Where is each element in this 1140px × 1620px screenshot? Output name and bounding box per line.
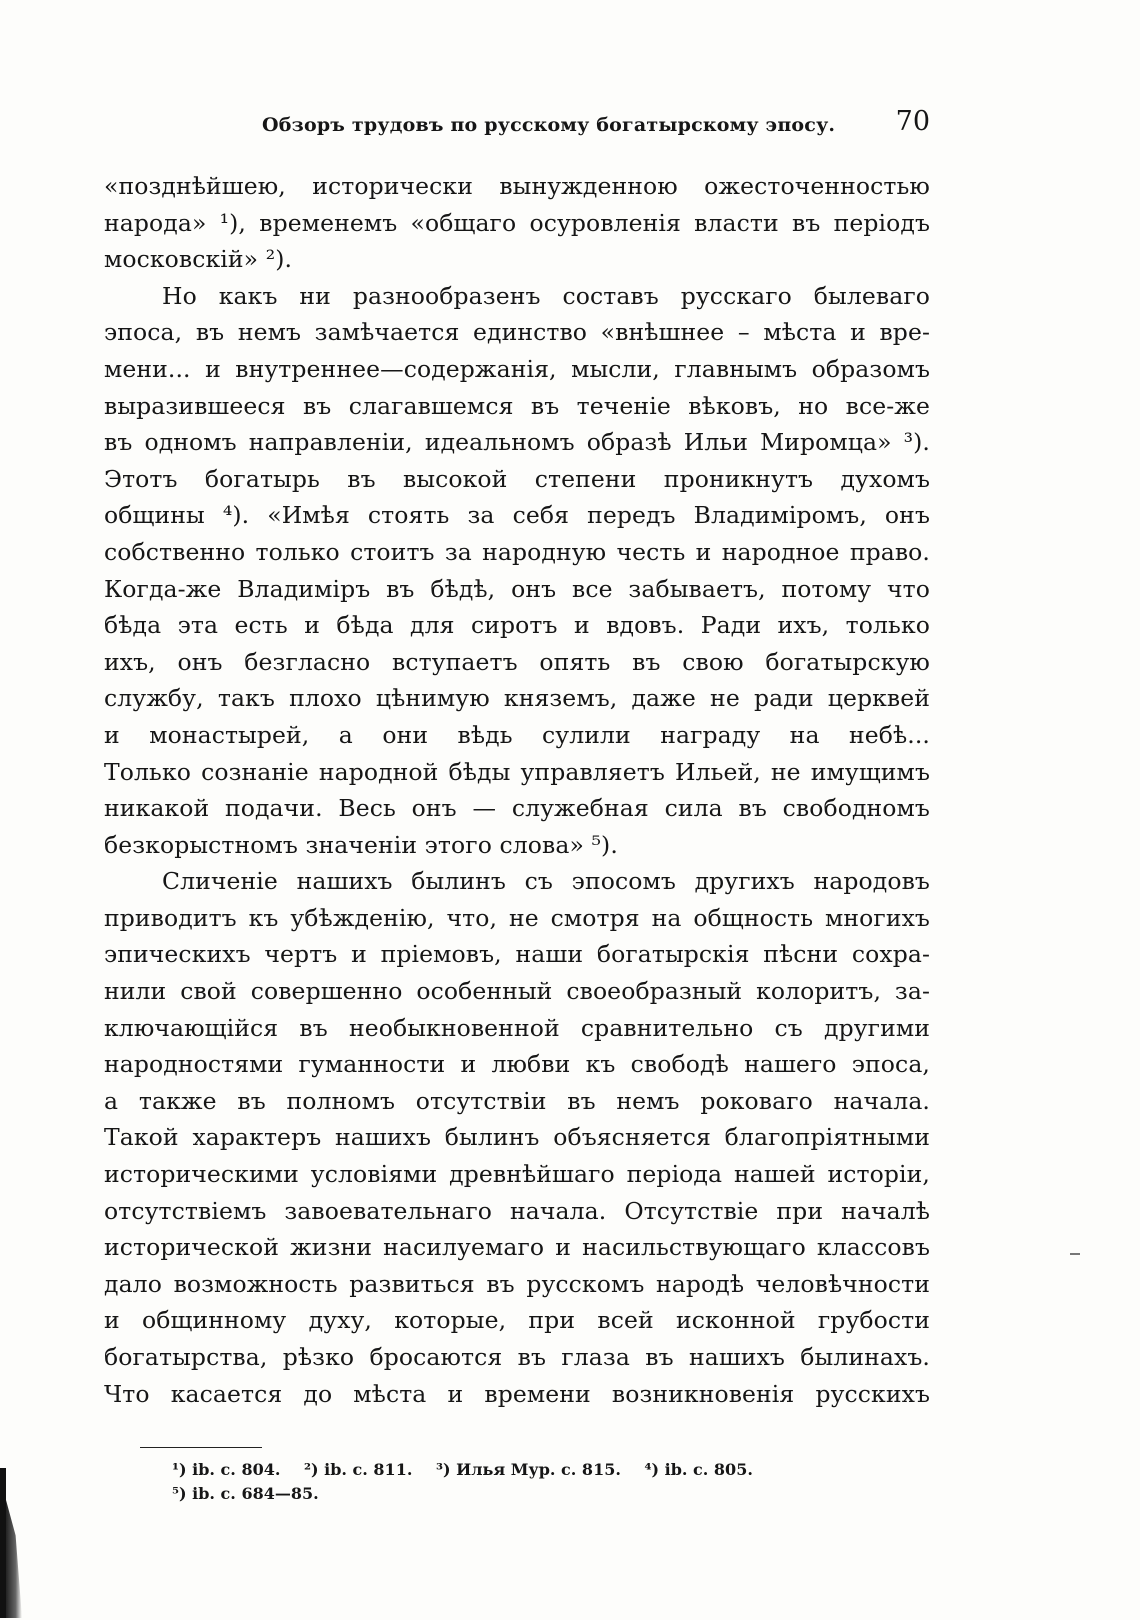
scan-edge-shadow	[6, 1500, 22, 1618]
footnote-3: ³) Илья Мур. с. 815.	[435, 1460, 621, 1479]
text-line: собственно только стоитъ за народную честь и народное право.	[104, 537, 930, 566]
text-line: безкорыстномъ значеніи этого слова» ⁵).	[104, 830, 618, 859]
running-title: Обзоръ трудовъ по русскому богатырскому эпосу.	[262, 114, 836, 136]
footnote-4: ⁴) ib. c. 805.	[644, 1460, 753, 1479]
text-line: богатырства, рѣзко бросаются въ глаза въ нашихъ былинахъ.	[104, 1343, 930, 1371]
text-line: приводитъ къ убѣжденію, что, не смотря на общность многихъ	[104, 903, 930, 932]
text-line: московскій» ²).	[104, 245, 293, 274]
text-line: народа» ¹), временемъ «общаго осуровленія власти въ періодъ	[104, 208, 930, 237]
text-line: историческими условіями древнѣйшаго періода нашей исторіи,	[104, 1160, 930, 1189]
text-line: Такой характеръ нашихъ былинъ объясняется благопріятными	[104, 1123, 930, 1152]
footnote-5: ⁵) ib. c. 684—85.	[172, 1484, 319, 1503]
text-line: ихъ, онъ безгласно вступаетъ опять въ свою богатырскую	[104, 647, 930, 676]
footnote-line	[172, 1482, 872, 1506]
text-line: Только сознаніе народной бѣды управляетъ Ильей, не имущимъ	[104, 757, 930, 786]
text-line: Сличеніе нашихъ былинъ съ эпосомъ другихъ народовъ	[162, 867, 930, 896]
footnote-rule	[140, 1447, 262, 1448]
page-header	[262, 106, 930, 146]
text-line: «позднѣйшею, исторически вынужденною ожесточенностью	[104, 172, 930, 200]
text-line: народностями гуманности и любви къ свободѣ нашего эпоса,	[104, 1050, 930, 1079]
footnote-2: ²) ib. c. 811.	[303, 1460, 413, 1479]
text-line: и общинному духу, которые, при всей исконной грубости	[104, 1306, 930, 1335]
text-line: а также въ полномъ отсутствіи въ немъ роковаго начала.	[104, 1086, 930, 1115]
text-line: исторической жизни насилуемаго и насильствующаго классовъ	[104, 1233, 930, 1262]
text-line: мени... и внутреннее—содержанія, мысли, главнымъ образомъ	[104, 354, 930, 383]
text-line: Что касается до мѣста и времени возникновенія русскихъ	[104, 1379, 930, 1408]
text-line: эпическихъ чертъ и пріемовъ, наши богатырскія пѣсни сохра-	[104, 940, 930, 969]
text-line: отсутствіемъ завоевательнаго начала. Отсутствіе при началѣ	[104, 1196, 930, 1225]
text-line: въ одномъ направленіи, идеальномъ образѣ Ильи Миромца» ³).	[104, 428, 930, 457]
footnote-line	[172, 1458, 872, 1482]
text-line: Но какъ ни разнообразенъ составъ русскаго былеваго	[162, 281, 930, 310]
text-line: выразившееся въ слагавшемся въ теченіе вѣковъ, но все-же	[104, 391, 930, 420]
text-line: эпоса, въ немъ замѣчается единство «внѣшнее – мѣста и вре-	[104, 318, 930, 347]
text-line: службу, такъ плохо цѣнимую княземъ, даже не ради церквей	[104, 684, 930, 713]
body-text	[104, 168, 930, 1412]
text-line: Этотъ богатырь въ высокой степени проникнутъ духомъ	[104, 464, 930, 493]
text-line: дало возможность развиться въ русскомъ народѣ человѣчности	[104, 1269, 930, 1298]
text-line: общины ⁴). «Имѣя стоять за себя передъ Владиміромъ, онъ	[104, 501, 930, 530]
scan-edge-mark	[0, 1468, 6, 1618]
text-line: Когда-же Владиміръ въ бѣдѣ, онъ все забываетъ, потому что	[104, 574, 930, 603]
text-line: никакой подачи. Весь онъ — служебная сила въ свободномъ	[104, 794, 930, 823]
page-number: 70	[895, 106, 930, 137]
text-line: бѣда эта есть и бѣда для сиротъ и вдовъ. Ради ихъ, только	[104, 611, 930, 640]
footnote-1: ¹) ib. c. 804.	[172, 1460, 281, 1479]
text-line: ключающійся въ необыкновенной сравнительно съ другими	[104, 1013, 930, 1042]
text-line: и монастырей, а они вѣдь сулили награду на небѣ...	[104, 720, 930, 749]
margin-mark	[1070, 1253, 1080, 1255]
footnotes	[172, 1458, 872, 1506]
text-line: нили свой совершенно особенный своеобразный колоритъ, за-	[104, 977, 930, 1006]
